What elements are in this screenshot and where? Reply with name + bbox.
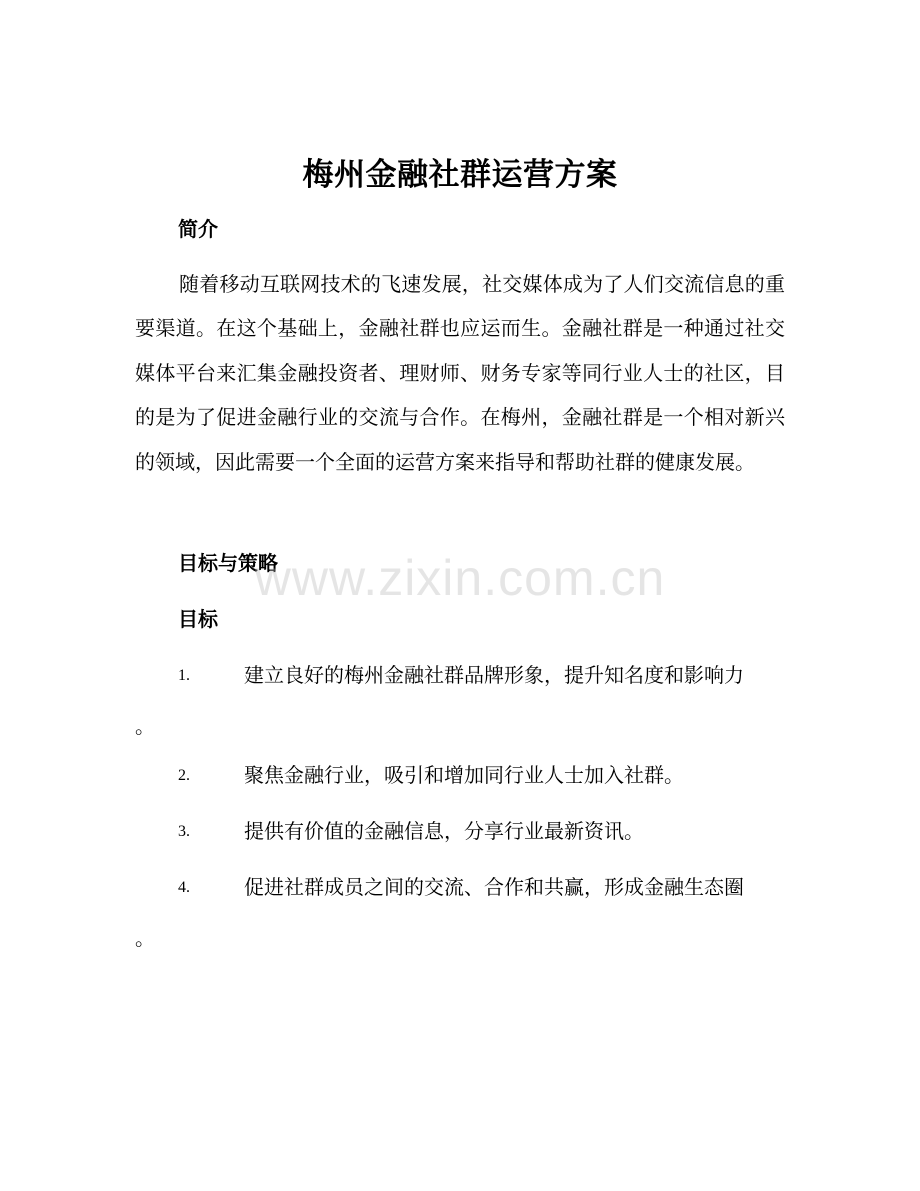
list-item-continuation: 。 <box>135 926 155 950</box>
list-number: 3. <box>178 823 190 840</box>
document-title: 梅州金融社群运营方案 <box>302 157 618 193</box>
list-item-text: 聚焦金融行业，吸引和增加同行业人士加入社群。 <box>244 763 684 787</box>
list-item-text: 建立良好的梅州金融社群品牌形象，提升知名度和影响力 <box>244 663 744 687</box>
intro-paragraph: 随着移动互联网技术的飞速发展，社交媒体成为了人们交流信息的重要渠道。在这个基础上，金融社群也应运而生。金融社群是一种通过社交媒体平台来汇集金融投资者、理财师、财务专家等同行业人士的社区，目的是为了促进金融行业的交流与合作。在梅州，金融社群是一个相对新兴的领域，因此需要一个全面的运营方案来指导和帮助社群的健康发展。 <box>135 272 785 474</box>
section-heading-goals: 目标 <box>178 607 218 631</box>
section-heading-goals-strategy: 目标与策略 <box>178 551 278 575</box>
list-item-text: 提供有价值的金融信息，分享行业最新资讯。 <box>244 819 644 843</box>
list-item-text: 促进社群成员之间的交流、合作和共赢，形成金融生态圈 <box>244 875 744 899</box>
list-item-continuation: 。 <box>135 714 155 738</box>
goal-list-item <box>135 750 785 801</box>
goal-list-item <box>135 862 785 964</box>
list-number: 4. <box>178 879 190 896</box>
list-number: 2. <box>178 767 190 784</box>
goal-list-item <box>135 806 785 857</box>
list-number: 1. <box>178 667 190 684</box>
watermark: www.zixin.com.cn <box>254 550 666 606</box>
goal-list-item <box>135 650 785 752</box>
section-heading-intro: 简介 <box>178 217 218 241</box>
